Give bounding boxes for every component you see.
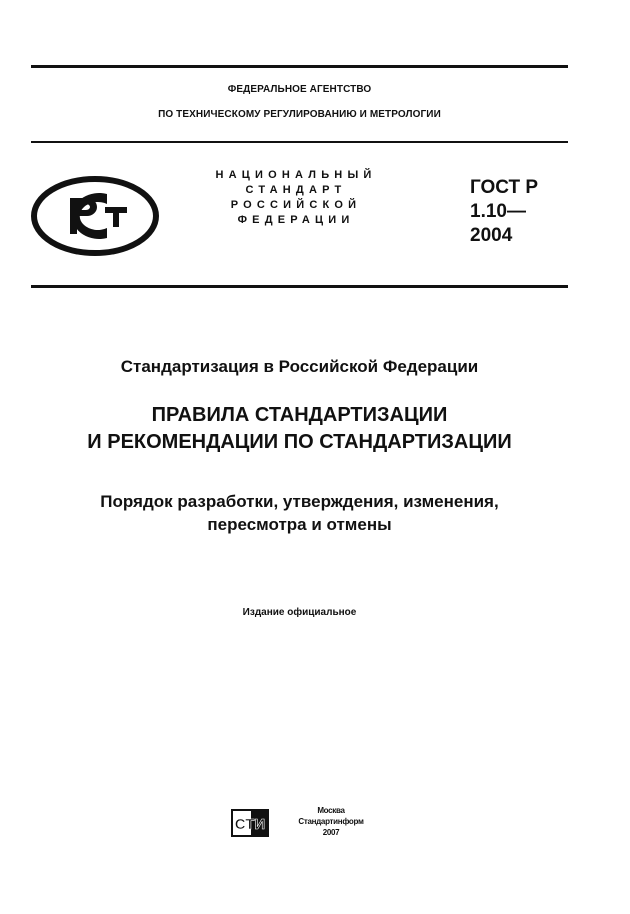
publisher-name: Стандартинформ	[298, 817, 364, 826]
agency-line-2: ПО ТЕХНИЧЕСКОМУ РЕГУЛИРОВАНИЮ И МЕТРОЛОГИИ	[158, 109, 441, 120]
national-line-1: НАЦИОНАЛЬНЫЙ	[215, 169, 377, 181]
edition-note: Издание официальное	[242, 607, 357, 618]
subtitle-line-1: Порядок разработки, утверждения, изменения,	[100, 492, 499, 511]
agency-line-1: ФЕДЕРАЛЬНОЕ АГЕНТСТВО	[227, 84, 372, 95]
national-line-3: РОССИЙСКОЙ	[230, 199, 362, 211]
national-line-2: СТАНДАРТ	[245, 184, 347, 196]
topic-heading: Стандартизация в Российской Федерации	[120, 357, 479, 376]
subtitle-line-2: пересмотра и отмены	[207, 515, 392, 534]
publisher-logo-text: СТИ	[234, 816, 266, 833]
document-title	[31, 402, 568, 456]
gost-line-2: 1.10—	[470, 201, 526, 222]
top-rule	[31, 65, 568, 68]
document-subtitle	[31, 490, 568, 536]
gost-line-3: 2004	[470, 225, 513, 246]
gost-designation	[470, 176, 538, 248]
national-line-4: ФЕДЕРАЦИИ	[237, 214, 355, 226]
gost-line-1: ГОСТ Р	[470, 177, 539, 198]
publisher-year: 2007	[322, 828, 340, 837]
title-line-1: ПРАВИЛА СТАНДАРТИЗАЦИИ	[151, 404, 448, 426]
national-standard-block	[186, 168, 406, 228]
bottom-rule	[31, 285, 568, 288]
standartinform-logo-icon	[231, 809, 269, 837]
publisher-block	[276, 805, 386, 838]
publisher-city: Москва	[317, 806, 345, 815]
middle-rule	[31, 141, 568, 143]
title-line-2: И РЕКОМЕНДАЦИИ ПО СТАНДАРТИЗАЦИИ	[87, 431, 512, 453]
rst-emblem-icon	[31, 176, 159, 256]
